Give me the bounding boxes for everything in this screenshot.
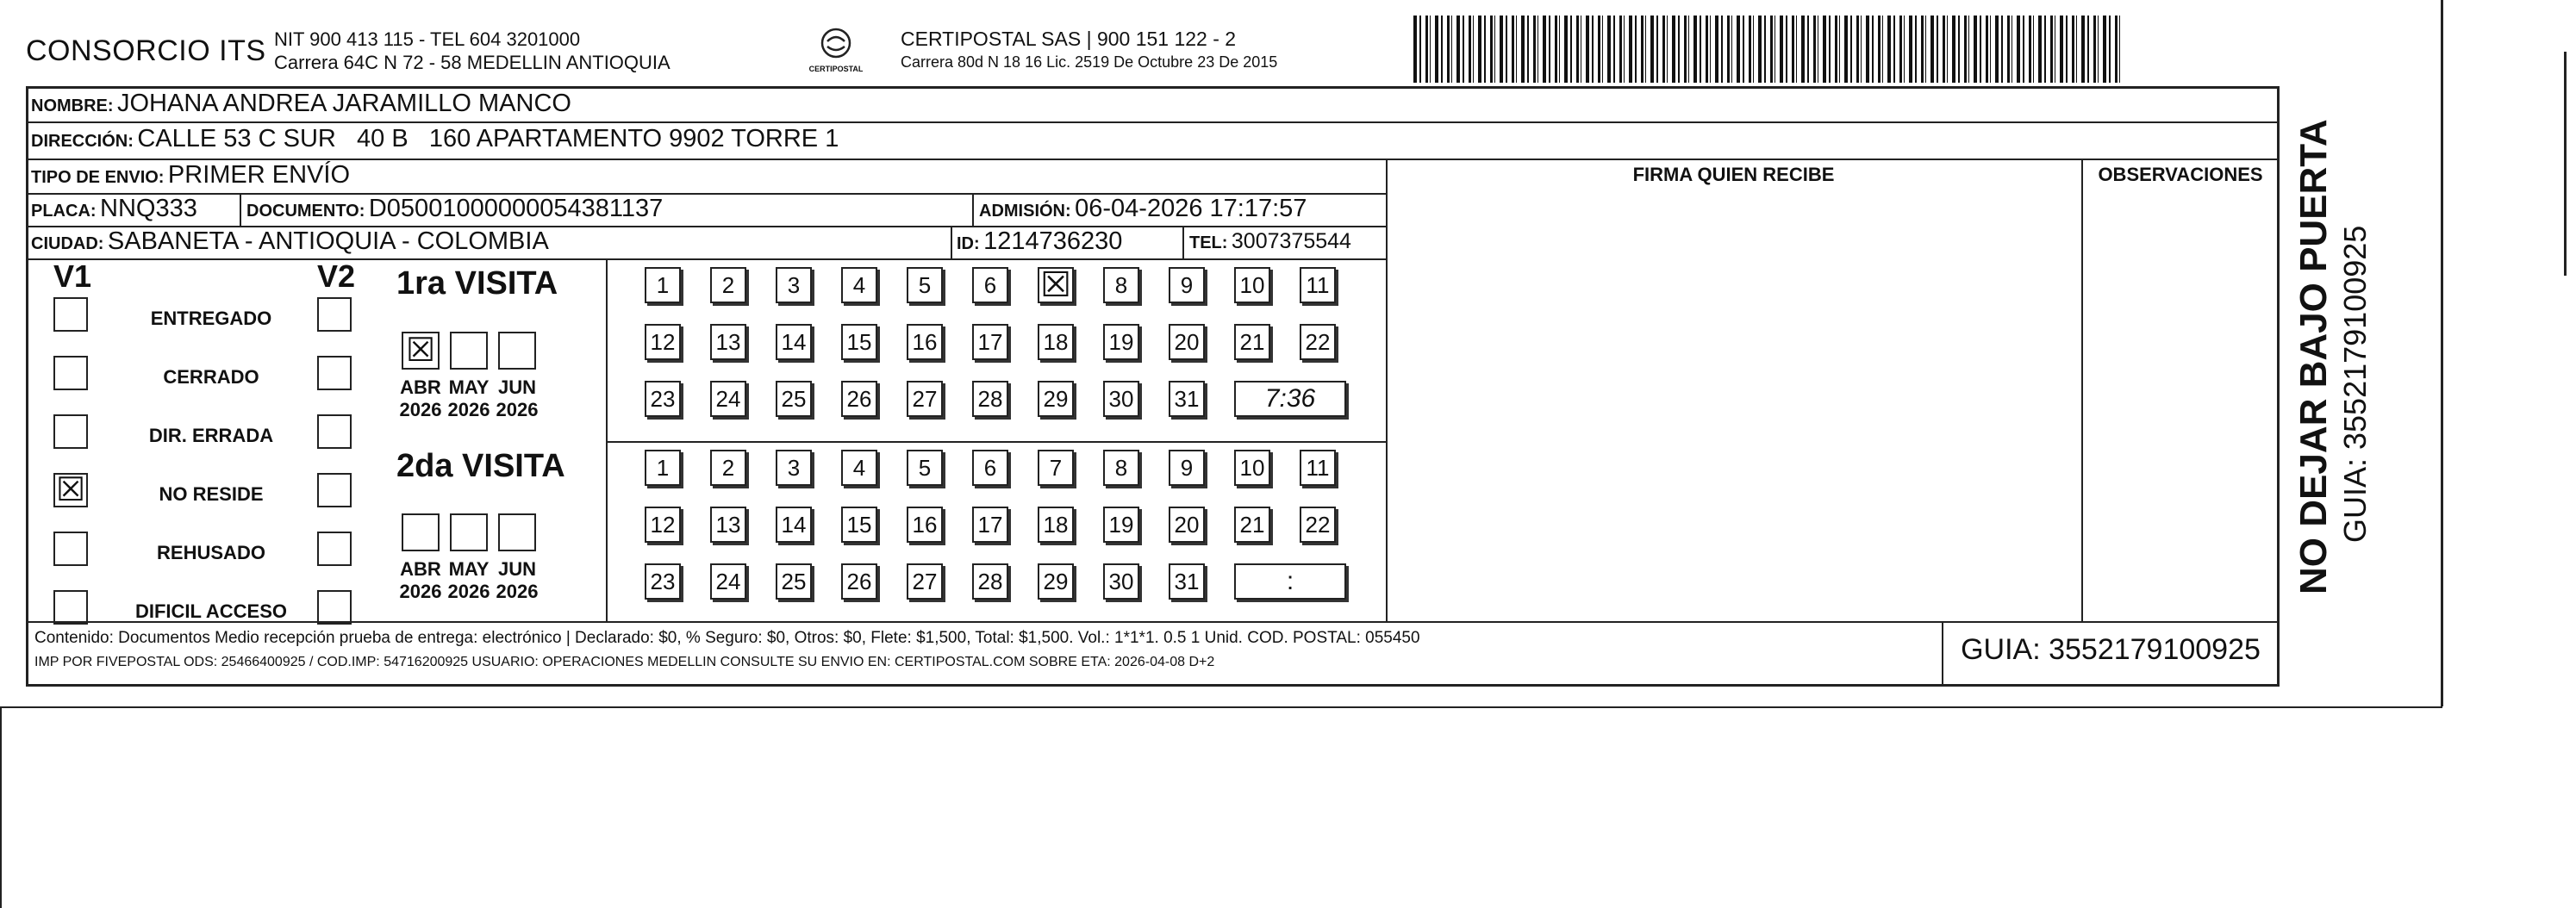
day-box[interactable]: 20 [1169,507,1205,543]
logo-text: CERTIPOSTAL [808,65,864,73]
month-label [396,376,445,421]
day-box[interactable]: ☒ [1038,267,1074,303]
id-value: 1214736230 [983,227,1123,255]
day-box[interactable]: 7 [1038,450,1074,486]
v2-checkbox[interactable] [317,356,352,390]
day-box[interactable]: 23 [645,563,681,600]
month-name: ABR [400,558,441,580]
day-box[interactable]: 23 [645,381,681,417]
status-label: DIFICIL ACCESO [134,600,287,622]
direccion-value: CALLE 53 C SUR 40 B 160 APARTAMENTO 9902 TORRE 1 [137,125,839,152]
day-box[interactable]: 5 [907,450,943,486]
nombre-row [31,90,571,118]
company-info [274,28,671,74]
ciudad-value: SABANETA - ANTIOQUIA - COLOMBIA [107,227,549,255]
month-name: JUN [497,376,536,398]
month-year: 2026 [399,399,442,420]
day-box[interactable]: 16 [907,507,943,543]
day-box[interactable]: 17 [972,507,1008,543]
status-label: REHUSADO [157,542,265,563]
ciudad-label: CIUDAD: [31,234,104,253]
day-box[interactable]: 12 [645,324,681,360]
placa-row [31,195,197,223]
time-box[interactable]: : [1234,563,1346,600]
tel-value: 3007375544 [1231,229,1351,253]
day-box[interactable]: 10 [1234,450,1270,486]
month-label [445,376,493,421]
day-box[interactable]: 27 [907,563,943,600]
company-name: CONSORCIO ITS [26,34,266,67]
day-box[interactable]: 9 [1169,450,1205,486]
day-box[interactable]: 22 [1300,507,1336,543]
day-box[interactable]: 29 [1038,563,1074,600]
day-box[interactable]: 12 [645,507,681,543]
day-box[interactable]: 21 [1234,324,1270,360]
month-year: 2026 [447,399,490,420]
month-name: JUN [497,558,536,580]
page-edge-right [2441,0,2443,706]
month-label [493,558,541,603]
v2-checkbox[interactable] [317,473,352,507]
day-box[interactable]: 27 [907,381,943,417]
day-box[interactable]: 18 [1038,507,1074,543]
month-checkbox[interactable] [402,513,440,551]
second-visit-title: 2da VISITA [396,448,565,484]
day-box[interactable]: 18 [1038,324,1074,360]
day-box[interactable]: 25 [776,381,812,417]
day-box[interactable]: 19 [1103,507,1139,543]
month-checkbox[interactable] [450,332,488,370]
v1-label: V1 [53,258,92,294]
footer-line-2: IMP POR FIVEPOSTAL ODS: 25466400925 / COD.IMP: 54716200925 USUARIO: OPERACIONES MEDELLIN CONSULTE SU ENVIO EN: CERTIPOSTAL.COM SOBRE ETA: 2026-04-08 D+2 [34,655,1215,669]
tipo-envio-value: PRIMER ENVÍO [167,161,351,189]
month-year: 2026 [447,581,490,602]
day-box[interactable]: 15 [841,507,877,543]
logo-icon [819,26,853,60]
ciudad-row [31,227,549,256]
day-box[interactable]: 5 [907,267,943,303]
month-year: 2026 [496,399,539,420]
v1-checkbox[interactable] [53,414,88,449]
day-box[interactable]: 2 [710,267,746,303]
time-box[interactable]: 7:36 [1234,381,1346,417]
day-box[interactable]: 30 [1103,381,1139,417]
documento-label: DOCUMENTO: [246,202,365,221]
day-box[interactable]: 24 [710,381,746,417]
day-box[interactable]: 24 [710,563,746,600]
admision-row [979,195,1307,223]
nombre-value: JOHANA ANDREA JARAMILLO MANCO [117,90,571,117]
day-box[interactable]: 10 [1234,267,1270,303]
day-box[interactable]: 2 [710,450,746,486]
month-checkbox[interactable] [498,513,536,551]
day-box[interactable]: 28 [972,563,1008,600]
page-fold-left [0,706,2,908]
barcode [1413,16,2120,83]
day-box[interactable]: 3 [776,267,812,303]
guia-box: GUIA: 3552179100925 [1961,633,2261,666]
day-box[interactable]: 11 [1300,450,1336,486]
nombre-label: NOMBRE: [31,96,114,115]
month-checkbox[interactable] [498,332,536,370]
v1-checkbox[interactable] [53,297,88,332]
day-box[interactable]: 6 [972,450,1008,486]
day-box[interactable]: 26 [841,381,877,417]
day-box[interactable]: 13 [710,324,746,360]
footer-line-1: Contenido: Documentos Medio recepción prueba de entrega: electrónico | Declarado: $0, % Seguro: $0, Otros: $0, Flete: $1,500, Total: $1,500. Vol.: 1*1*1. 0.5 1 Unid. COD. POSTAL: 055450 [34,629,1420,647]
month-label [396,558,445,603]
month-name: ABR [400,376,441,398]
direccion-row [31,125,839,153]
carrier-name: CERTIPOSTAL SAS | 900 151 122 - 2 [901,28,1237,50]
day-box[interactable]: 29 [1038,381,1074,417]
status-label: ENTREGADO [150,308,272,329]
v2-label: V2 [317,258,356,294]
day-box[interactable]: 20 [1169,324,1205,360]
day-box[interactable]: 31 [1169,381,1205,417]
firma-label: FIRMA QUIEN RECIBE [1632,164,1835,185]
day-box[interactable]: 1 [645,267,681,303]
day-box[interactable]: 16 [907,324,943,360]
day-box[interactable]: 3 [776,450,812,486]
day-box[interactable]: 14 [776,507,812,543]
placa-label: PLACA: [31,202,97,221]
v2-checkbox[interactable] [317,414,352,449]
day-box[interactable]: 22 [1300,324,1336,360]
day-box[interactable]: 17 [972,324,1008,360]
day-box[interactable]: 31 [1169,563,1205,600]
day-box[interactable]: 13 [710,507,746,543]
id-label: ID: [957,234,980,253]
status-label: DIR. ERRADA [148,425,274,446]
next-page-edge [2564,52,2567,276]
month-checkbox[interactable]: ☒ [402,332,440,370]
month-year: 2026 [399,581,442,602]
day-box[interactable]: 19 [1103,324,1139,360]
v1-checkbox[interactable] [53,356,88,390]
day-box[interactable]: 11 [1300,267,1336,303]
first-visit-title: 1ra VISITA [396,265,558,302]
day-box[interactable]: 4 [841,267,877,303]
v1-checkbox[interactable] [53,590,88,625]
v1-checkbox[interactable] [53,532,88,566]
day-box[interactable]: 30 [1103,563,1139,600]
tipo-envio-row [31,161,350,190]
day-box[interactable]: 25 [776,563,812,600]
day-box[interactable]: 26 [841,563,877,600]
company-address: Carrera 64C N 72 - 58 MEDELLIN ANTIOQUIA [274,52,671,73]
day-box[interactable]: 9 [1169,267,1205,303]
month-name: MAY [448,376,490,398]
day-box[interactable]: 8 [1103,450,1139,486]
admision-label: ADMISIÓN: [979,202,1071,221]
side-guia: GUIA: 3552179100925 [2337,225,2373,543]
day-box[interactable]: 4 [841,450,877,486]
v2-checkbox[interactable] [317,297,352,332]
day-box[interactable]: 28 [972,381,1008,417]
month-year: 2026 [496,581,539,602]
side-warning: NO DEJAR BAJO PUERTA [2292,119,2335,594]
page-fold-top [0,706,2442,708]
day-box[interactable]: 15 [841,324,877,360]
status-label: CERRADO [163,366,259,388]
day-box[interactable]: 21 [1234,507,1270,543]
company-nit-tel: NIT 900 413 115 - TEL 604 3201000 [274,28,581,50]
month-name: MAY [448,558,490,580]
v1-checkbox[interactable]: ☒ [53,473,88,507]
documento-row [246,195,663,223]
day-box[interactable]: 1 [645,450,681,486]
v2-checkbox[interactable] [317,532,352,566]
tel-row [1189,229,1351,254]
placa-value: NNQ333 [100,195,197,222]
v2-checkbox[interactable] [317,590,352,625]
month-label [493,376,541,421]
month-checkbox[interactable] [450,513,488,551]
carrier-address: Carrera 80d N 18 16 Lic. 2519 De Octubre 23 De 2015 [901,53,1278,71]
status-label: NO RESIDE [159,483,264,505]
day-box[interactable]: 6 [972,267,1008,303]
certipostal-logo [801,26,870,78]
id-row [957,227,1122,256]
day-box[interactable]: 14 [776,324,812,360]
month-label [445,558,493,603]
observaciones-label: OBSERVACIONES [2098,164,2263,185]
carrier-info [901,28,1277,74]
documento-value: D05001000000054381137 [368,195,664,222]
tipo-envio-label: TIPO DE ENVIO: [31,168,165,187]
direccion-label: DIRECCIÓN: [31,132,134,151]
day-box[interactable]: 8 [1103,267,1139,303]
admision-value: 06-04-2026 17:17:57 [1075,195,1307,222]
tel-label: TEL: [1189,233,1228,252]
